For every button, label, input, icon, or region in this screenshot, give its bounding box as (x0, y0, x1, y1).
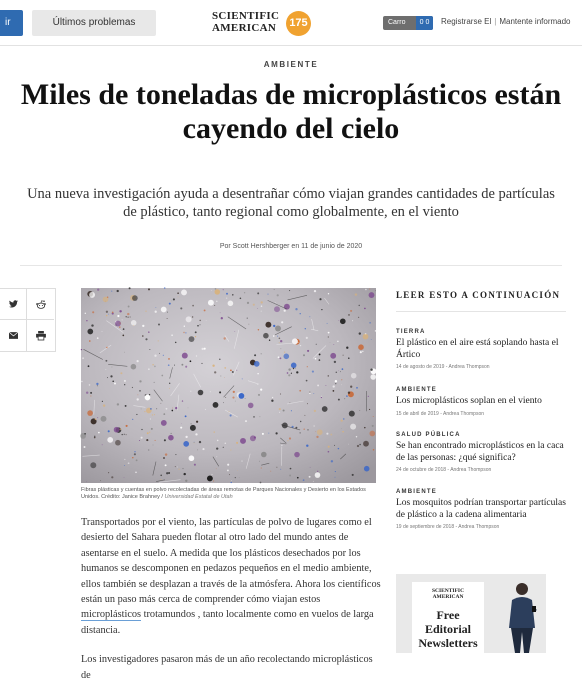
read-next-title[interactable]: El plástico en el aire está soplando hasta el Ártico (396, 338, 568, 361)
account-links (441, 17, 571, 26)
logo-text-line1: SCIENTIFIC (212, 11, 312, 22)
share-tools (0, 288, 56, 352)
ad-title-line3: Newsletters (412, 636, 484, 650)
caption-credit: Universidad Estatal de Utah (164, 494, 232, 500)
article-paragraph: Los investigadores pasaron más de un año recolectando microplásticos de (81, 652, 381, 683)
print-icon (36, 331, 46, 340)
microplastics-link[interactable]: microplásticos (81, 609, 141, 621)
article-body (81, 515, 381, 697)
read-next-category[interactable]: TIERRA (396, 329, 568, 335)
anniversary-badge: 175 (286, 11, 311, 36)
read-next-item[interactable] (396, 387, 568, 417)
ad-logo-line1: SCIENTIFIC (412, 588, 484, 594)
share-twitter-button[interactable] (0, 289, 27, 320)
read-next-meta: 19 de septiembre de 2018 - Andrea Thompson (396, 524, 568, 530)
read-next-meta: 14 de agosto de 2019 - Andrea Thompson (396, 364, 568, 370)
latest-issues-button[interactable]: Últimos problemas (32, 10, 156, 36)
read-next-category[interactable]: SALUD PÚBLICA (396, 432, 568, 438)
ad-title-line1: Free (412, 608, 484, 622)
article-dek: Una nueva investigación ayuda a desentrañar cómo viajan grandes cantidades de partículas de plástico, tanto regional como globalmente, en el viento (20, 185, 562, 221)
top-navigation-bar (0, 0, 582, 46)
ad-title-line2: Editorial (412, 622, 484, 636)
read-next-item[interactable] (396, 432, 568, 473)
cart-label: Carro (388, 16, 406, 30)
article-headline: Miles de toneladas de microplásticos están cayendo del cielo (20, 78, 562, 146)
article-paragraph: Transportados por el viento, las partículas de polvo de lugares como el desierto del Sahara pueden flotar al otro lado del mundo antes de asentarse en el suelo. A medida que los plásticos desechados por los humanos se descomponen en pedazos pequeños en el medio ambiente, ellos también se desplazan a través de la atmósfera. Ahora los científicos están un paso más cerca de comprender cómo viajan estos microplásticos trotamundos , tanto localmente como en vuelos de larga distancia. (81, 515, 381, 638)
register-link[interactable]: Registrarse (441, 17, 482, 26)
image-caption: Fibras plásticas y cuentas en polvo recolectadas de áreas remotas de Parques Nacionales y Desierto en los Estados Unidos. Crédito: Janice Brahney / Universidad Estatal de Utah (81, 487, 376, 501)
person-reading-phone-illustration (502, 580, 542, 653)
cart-count-badge: 0 0 (416, 16, 433, 30)
read-next-title[interactable]: Los mosquitos podrían transportar partículas de plástico a la cadena alimentaria (396, 498, 568, 521)
read-next-title[interactable]: Los microplásticos soplan en el viento (396, 396, 568, 408)
share-print-button[interactable] (27, 320, 54, 351)
read-next-category[interactable]: AMBIENTE (396, 387, 568, 393)
cart-button[interactable] (383, 16, 433, 30)
el-link[interactable]: El (484, 17, 491, 26)
scientific-american-logo[interactable] (212, 11, 312, 37)
reddit-icon (36, 300, 46, 309)
read-next-category[interactable]: AMBIENTE (396, 489, 568, 495)
newsletter-link[interactable]: Mantente informado (499, 17, 570, 26)
caption-text: Fibras plásticas y cuentas en polvo recolectadas de áreas remotas de Parques Nacionales y Desierto en los Estados Unidos. Crédito: Janice Brahney (81, 487, 366, 500)
read-next-heading: LEER ESTO A CONTINUACIÓN (396, 290, 566, 300)
newsletter-ad-card (412, 582, 484, 653)
twitter-icon (9, 300, 18, 308)
email-icon (9, 332, 18, 339)
read-next-item[interactable] (396, 489, 568, 530)
article-hero-image (81, 288, 376, 483)
share-reddit-button[interactable] (27, 289, 54, 320)
divider (396, 311, 566, 312)
subscribe-button[interactable]: ir (0, 10, 23, 36)
separator: | (494, 17, 496, 26)
share-email-button[interactable] (0, 320, 27, 351)
logo-text-line2: AMERICAN (212, 23, 312, 34)
divider (20, 265, 562, 266)
read-next-meta: 15 de abril de 2019 - Andrea Thompson (396, 411, 568, 417)
read-next-item[interactable] (396, 329, 568, 370)
microplastic-dust-photo (81, 288, 376, 483)
ad-logo-line2: AMERICAN (412, 594, 484, 600)
read-next-title[interactable]: Se han encontrado microplásticos en la caca de las personas: ¿qué significa? (396, 441, 568, 464)
article-byline: Por Scott Hershberger en 11 de junio de 2020 (0, 243, 582, 250)
section-tag[interactable]: AMBIENTE (0, 60, 582, 69)
read-next-meta: 24 de octubre de 2018 - Andrea Thompson (396, 467, 568, 473)
newsletter-ad[interactable] (396, 574, 546, 653)
